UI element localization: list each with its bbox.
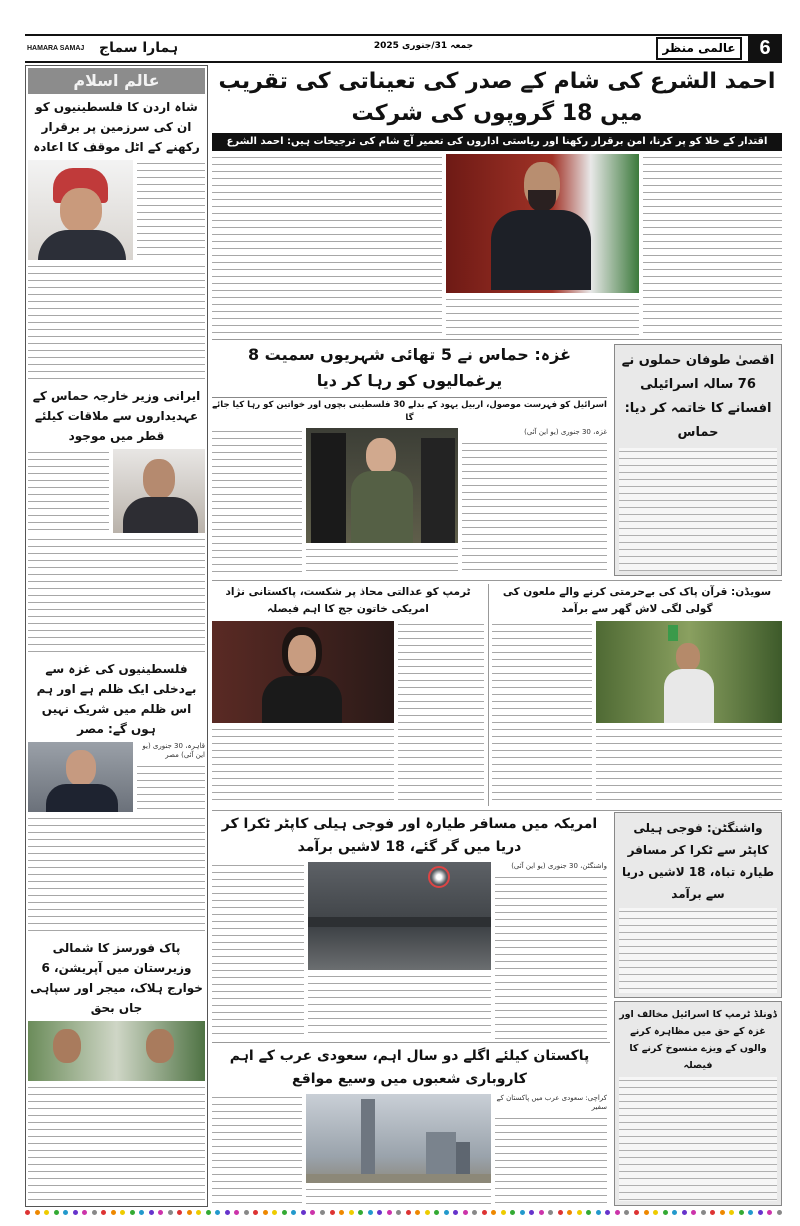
washington-headline[interactable]: واشنگٹن: فوجی ہیلی کاپٹر سے ٹکرا کر مسافر طیارہ تباہ، 18 لاشیں دریا سے برآمد (621, 821, 775, 901)
story-body (308, 973, 491, 1039)
color-dot (111, 1210, 116, 1215)
gaza-dateline: غزہ، 30 جنوری (یو این آئی) (524, 428, 607, 436)
color-dot (244, 1210, 249, 1215)
aqsa-story-box (614, 344, 782, 576)
trump-court-story (212, 584, 484, 806)
story-body (28, 1084, 205, 1204)
color-dot (463, 1210, 468, 1215)
story-body (28, 815, 205, 935)
color-dot (35, 1210, 40, 1215)
color-dot (63, 1210, 68, 1215)
color-dot (44, 1210, 49, 1215)
color-dot (634, 1210, 639, 1215)
color-dot (529, 1210, 534, 1215)
color-dot (206, 1210, 211, 1215)
story-body (212, 1094, 302, 1206)
color-dot (425, 1210, 430, 1215)
story-body (462, 440, 607, 576)
pak-saudi-story (212, 1045, 607, 1206)
trump-court-headline[interactable]: ٹرمپ کو عدالتی محاذ پر شکست، پاکستانی نژاد امریکی خاتون جج کا اہم فیصلہ (225, 586, 471, 615)
color-dot (187, 1210, 192, 1215)
page-number: 6 (748, 36, 782, 61)
gaza-story (212, 342, 607, 576)
color-dot (491, 1210, 496, 1215)
color-dot (149, 1210, 154, 1215)
color-dot (596, 1210, 601, 1215)
story-dateline: قاہرہ، 30 جنوری (یو این آئی) مصر (142, 742, 205, 759)
logo-english: HAMARA SAMAJ (27, 45, 85, 52)
hostage-release-photo (306, 428, 458, 543)
color-dot (349, 1210, 354, 1215)
masthead (25, 34, 782, 63)
gaza-headline[interactable]: غزہ: حماس نے 5 تھائی شہریوں سمیت 8 یرغمالیوں کو رہا کر دیا (247, 345, 572, 390)
story-body (398, 621, 484, 806)
color-dot (234, 1210, 239, 1215)
color-dot (539, 1210, 544, 1215)
story-headline[interactable]: فلسطینیوں کی غزہ سے بےدخلی ایک ظلم ہے اور ہم اس ظلم میں شریک نہیں ہوں گے: مصر (36, 662, 197, 736)
color-dot (168, 1210, 173, 1215)
logo-urdu: ہمارا سماج (99, 40, 179, 56)
color-dot (368, 1210, 373, 1215)
issue-date: جمعہ 31/جنوری 2025 (373, 41, 474, 51)
color-dot (453, 1210, 458, 1215)
gaza-subhead: اسرائیل کو فہرست موصول، اربیل یہود کے بدلے 30 فلسطینی بچوں اور خواتین کو رہا کیا جائے گا (212, 397, 607, 425)
color-dot (672, 1210, 677, 1215)
newspaper-logo[interactable] (27, 36, 187, 61)
story-body (212, 862, 304, 1039)
color-dot (501, 1210, 506, 1215)
jordan-king-photo (28, 160, 133, 260)
trump-visa-headline[interactable]: ڈونلڈ ٹرمپ کا اسرائیل مخالف اور غزہ کے حق میں مظاہرہ کرنے والوں کے ویزے منسوخ کرنے کا فیصلہ (619, 1009, 777, 1071)
color-dot (739, 1210, 744, 1215)
story-headline[interactable]: ایرانی وزیر خارجہ حماس کے عہدیداروں سے ملاقات کیلئے قطر میں موجود (32, 389, 201, 443)
color-dot (291, 1210, 296, 1215)
pak-saudi-headline[interactable]: پاکستان کیلئے اگلے دو سال اہم، سعودی عرب کے اہم کاروباری شعبوں میں وسیع مواقع (229, 1048, 590, 1087)
left-column (25, 65, 208, 1207)
us-crash-headline[interactable]: امریکہ میں مسافر طیارہ اور فوجی ہیلی کاپٹر ٹکرا کر دریا میں گر گئے، 18 لاشیں برآمد (221, 816, 598, 855)
color-dot (710, 1210, 715, 1215)
color-dot (215, 1210, 220, 1215)
story-body (28, 536, 205, 656)
sweden-headline[interactable]: سویڈن: قرآن پاک کی بےحرمتی کرنے والے ملعون کی گولی لگی لاش گھر سے برآمد (502, 586, 772, 615)
top-story-subhead: اقتدار کے خلا کو پر کرنا، امن برقرار رکھنا اور ریاستی اداروں کی تعمیر آج شام کی ترجیحات ہیں: احمد الشرع (212, 133, 782, 151)
color-dot (263, 1210, 268, 1215)
egypt-president-photo (28, 742, 133, 812)
top-story (212, 66, 782, 336)
judge-photo (212, 621, 394, 723)
color-dot (701, 1210, 706, 1215)
section-title: عالمی منظر (656, 37, 742, 60)
color-dot (615, 1210, 620, 1215)
color-dot (387, 1210, 392, 1215)
color-dot (139, 1210, 144, 1215)
trump-visa-story-box (614, 1001, 782, 1206)
color-dot (767, 1210, 772, 1215)
footer-color-bar (25, 1210, 782, 1218)
color-dot (415, 1210, 420, 1215)
riyadh-skyline-photo (306, 1094, 491, 1183)
story-body (495, 1115, 607, 1206)
pak-saudi-dateline: کراچی: سعودی عرب میں پاکستان کے سفیر (496, 1094, 607, 1111)
story-headline[interactable]: شاہ اردن کا فلسطینیوں کو ان کی سرزمین پر برقرار رکھنے کے اٹل موقف کا اعادہ (33, 100, 200, 154)
color-dot (758, 1210, 763, 1215)
story-body (619, 448, 777, 571)
color-dot (196, 1210, 201, 1215)
color-dot (301, 1210, 306, 1215)
iran-minister-photo (113, 449, 205, 533)
top-story-headline[interactable]: احمد الشرع کی شام کے صدر کی تعیناتی کی تقریب میں 18 گروپوں کی شرکت (218, 69, 776, 126)
color-dot (377, 1210, 382, 1215)
color-dot (101, 1210, 106, 1215)
color-dot (225, 1210, 230, 1215)
divider (212, 339, 782, 340)
aqsa-headline[interactable]: اقصیٰ طوفان حملوں نے 76 سالہ اسرائیلی افسانے کا خاتمہ کر دیا: حماس (621, 353, 775, 440)
color-dot (558, 1210, 563, 1215)
washington-story-box (614, 812, 782, 998)
color-dot (396, 1210, 401, 1215)
us-crash-story (212, 813, 607, 1039)
divider (488, 584, 489, 806)
color-dot (644, 1210, 649, 1215)
color-dot (92, 1210, 97, 1215)
color-dot (748, 1210, 753, 1215)
story-body (137, 160, 205, 260)
story-body (446, 296, 639, 336)
ahmed-sharaa-photo (446, 154, 639, 293)
story-body (212, 428, 302, 576)
color-dot (605, 1210, 610, 1215)
color-dot (158, 1210, 163, 1215)
color-dot (586, 1210, 591, 1215)
divider (212, 580, 782, 581)
story-body (643, 154, 782, 336)
story-body (306, 1186, 491, 1206)
color-dot (130, 1210, 135, 1215)
story-body (212, 154, 442, 336)
color-dot (406, 1210, 411, 1215)
soldiers-photo (28, 1021, 205, 1081)
divider (212, 810, 782, 811)
color-dot (548, 1210, 553, 1215)
color-dot (310, 1210, 315, 1215)
color-dot (520, 1210, 525, 1215)
color-dot (177, 1210, 182, 1215)
color-dot (577, 1210, 582, 1215)
color-dot (54, 1210, 59, 1215)
color-dot (729, 1210, 734, 1215)
color-dot (682, 1210, 687, 1215)
color-dot (653, 1210, 658, 1215)
color-dot (482, 1210, 487, 1215)
sweden-protest-photo (596, 621, 782, 723)
color-dot (510, 1210, 515, 1215)
color-dot (567, 1210, 572, 1215)
story-body (492, 621, 592, 806)
story-body (28, 263, 205, 383)
story-headline[interactable]: پاک فورسز کا شمالی وزیرستان میں آپریشن، 6 خوارج ہلاک، میجر اور سپاہی جاں بحق (30, 941, 203, 1015)
color-dot (434, 1210, 439, 1215)
story-body (212, 726, 394, 806)
color-dot (272, 1210, 277, 1215)
crash-scene-photo (308, 862, 491, 970)
us-crash-dateline: واشنگٹن، 30 جنوری (یو این آئی) (511, 862, 607, 870)
color-dot (282, 1210, 287, 1215)
color-dot (358, 1210, 363, 1215)
story-body (619, 1077, 777, 1201)
story-body (596, 726, 782, 806)
color-dot (120, 1210, 125, 1215)
color-dot (472, 1210, 477, 1215)
color-dot (691, 1210, 696, 1215)
color-dot (82, 1210, 87, 1215)
story-body (495, 874, 607, 1039)
color-dot (444, 1210, 449, 1215)
color-dot (253, 1210, 258, 1215)
divider (212, 1042, 610, 1043)
color-dot (73, 1210, 78, 1215)
sweden-story (492, 584, 782, 806)
color-dot (624, 1210, 629, 1215)
story-body (28, 449, 109, 533)
color-dot (320, 1210, 325, 1215)
story-body (619, 908, 777, 993)
color-dot (339, 1210, 344, 1215)
color-dot (720, 1210, 725, 1215)
story-body (137, 763, 205, 812)
section-banner: عالم اسلام (28, 68, 205, 94)
color-dot (663, 1210, 668, 1215)
color-dot (777, 1210, 782, 1215)
color-dot (330, 1210, 335, 1215)
color-dot (25, 1210, 30, 1215)
story-body (306, 546, 458, 576)
